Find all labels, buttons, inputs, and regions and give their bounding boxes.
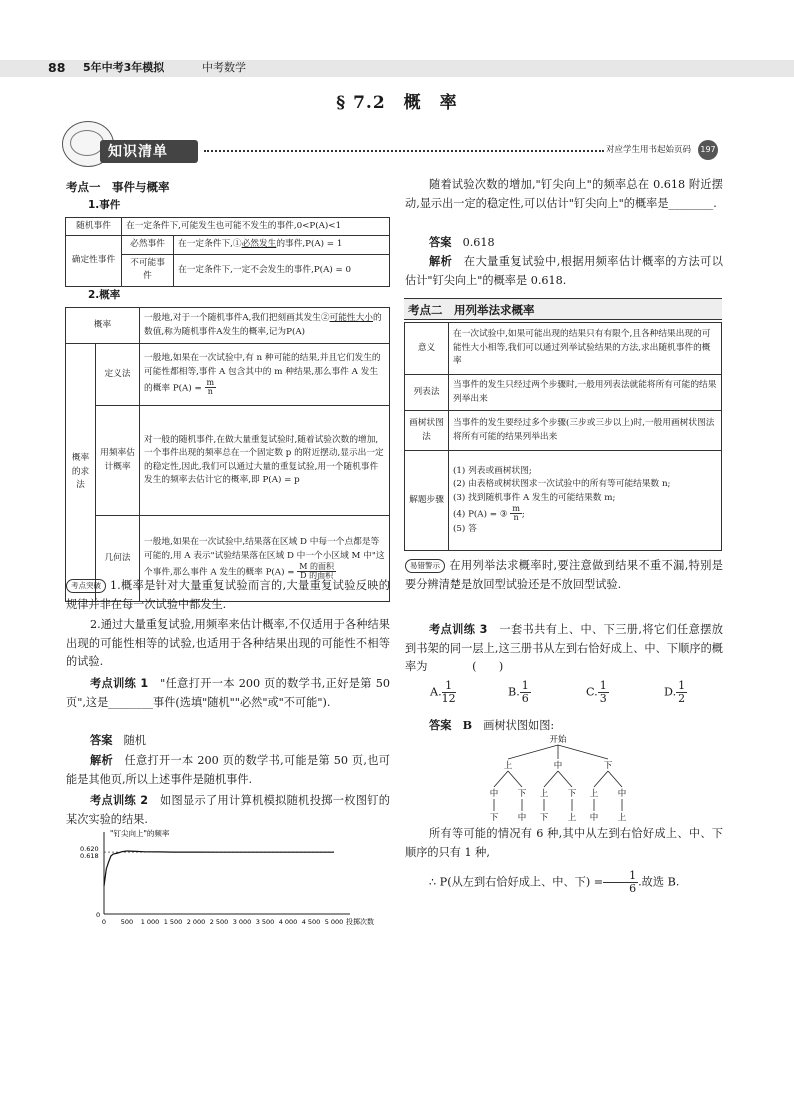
tree-node-l3: 中 bbox=[589, 813, 599, 823]
tree-node-l2: 下 bbox=[567, 789, 577, 799]
x-tick-label: 3 000 bbox=[232, 918, 252, 926]
tree-node-l2: 中 bbox=[489, 789, 499, 799]
t2-r3-text: 对一般的随机事件,在做大量重复试验时,随着试验次数的增加,一个事件出现的频率总在一个固定数 p 的附近摆动,显示出一定的稳定性,因此,我们可以通过大量的重复试验,用一个随机事件发生的频率去估计它的概率,即 P(A) = p bbox=[140, 406, 390, 516]
x-tick-label: 500 bbox=[120, 918, 134, 926]
options-row bbox=[430, 680, 720, 710]
t2-r1-text: 一般地,对于一个随机事件A,我们把刻画其发生②可能性大小的数值,称为随机事件A发生的概率,记为P(A) bbox=[140, 308, 390, 344]
option-b: B. $\frac{1}{6}$ bbox=[508, 679, 529, 706]
exercise-1-answer: 答案 随机 bbox=[90, 734, 146, 747]
tip-1: 1.概率是针对大量重复试验而言的,大量重复试验反映的规律并非在每一次试验中都发生. bbox=[66, 579, 390, 611]
t3-r2-label: 列表法 bbox=[405, 375, 449, 411]
t2-r4-text: 一般地,如果在一次试验中,结果落在区域 D 中每一个点都是等可能的,用 A 表示"试验结果落在区域 D 中一个小区域 M 中"这个事件,那么事件 A 发生的概率 P(A) = $\frac{\text{M 的面积}}{\text{D 的面积}}$ bbox=[140, 516, 390, 602]
x-axis-label: 投掷次数 bbox=[346, 918, 374, 926]
right-tip-tag: 易错警示 bbox=[405, 559, 445, 573]
tree-node-l1: 下 bbox=[603, 761, 613, 771]
exercise-3: 考点训练 3 一套书共有上、中、下三册,将它们任意摆放到书架的同一层上,这三册书从左到右恰好成上、中、下顺序的概率为 ( ) bbox=[405, 623, 723, 673]
tip-2: 2.通过大量重复试验,用频率来估计概率,不仅适用于各种结果出现的可能性相等的试验,也适用于各种结果出现的可能性不相等的试验. bbox=[66, 618, 390, 668]
option-d: D. $\frac{1}{2}$ bbox=[664, 679, 686, 706]
option-c: C. $\frac{1}{3}$ bbox=[586, 679, 607, 706]
t3-r2-text: 当事件的发生只经过两个步骤时,一般用列表法就能将所有可能的结果列举出来 bbox=[449, 375, 722, 411]
right-tip: 易错警示 在用列举法求概率时,要注意做到结果不重不漏,特别是要分辨清楚是放回型试验还是不放回型试验. bbox=[405, 559, 723, 591]
step-4: (4) P(A) = ③ $\frac{m}{n}$ ; bbox=[453, 504, 525, 523]
y-tick-label: 0 bbox=[96, 911, 101, 919]
right-answer: 答案 0.618 bbox=[429, 236, 495, 249]
x-tick-label: 2 500 bbox=[209, 918, 229, 926]
step-2: (2) 由表格或树状图求一次试验中的所有等可能结果数 n; bbox=[453, 479, 671, 490]
tree-node-l2: 中 bbox=[617, 789, 627, 799]
t2-r1-label: 概率 bbox=[66, 308, 140, 344]
frequency-chart bbox=[80, 828, 380, 940]
conclusion-2: ∴ P(从左到右恰好成上、中、下) = $\frac{1}{6}$ .故选 B. bbox=[429, 869, 680, 896]
exercise-1-analysis: 解析 任意打开一本 200 页的数学书,可能是第 50 页,也可能是其他页,所以上述事件是随机事件. bbox=[66, 754, 390, 786]
tree-branch bbox=[508, 771, 522, 787]
page-title: § 7.2 概 率 bbox=[336, 93, 458, 113]
exercise-1: 考点训练 1 "任意打开一本 200 页的数学书,正好是第 50 页",这是________事件(选填"随机""必然"或"不可能"). bbox=[66, 677, 390, 709]
step-1: (1) 列表或画树状图; bbox=[453, 465, 532, 476]
sub1-title: 1.事件 bbox=[88, 199, 121, 211]
x-tick-label: 4 500 bbox=[301, 918, 321, 926]
t2-group: 概率的求法 bbox=[66, 344, 96, 602]
mascot-face-icon bbox=[70, 130, 104, 156]
t2-r2-text: 一般地,如果在一次试验中,有 n 种可能的结果,并且它们发生的可能性都相等,事件 A 包含其中的 m 种结果,那么事件 A 发生的概率 P(A) = $\frac{m}{n}$ bbox=[140, 344, 390, 406]
tree-root: 开始 bbox=[549, 735, 567, 745]
tree-node-l3: 上 bbox=[617, 813, 627, 823]
t3-r3-label: 画树状图法 bbox=[405, 411, 449, 451]
t2-r4-label: 几何法 bbox=[96, 516, 140, 602]
tree-branch bbox=[608, 771, 622, 787]
y-tick-label: 0.618 bbox=[80, 852, 99, 861]
right-analysis: 解析 在大量重复试验中,根据用频率估计概率的方法可以估计"钉尖向上"的概率是 0.618. bbox=[405, 255, 723, 287]
option-a: A. $\frac{1}{12}$ bbox=[430, 679, 456, 706]
x-tick-label: 3 500 bbox=[255, 918, 275, 926]
y-axis-label: "钉尖向上"的频率 bbox=[110, 829, 170, 838]
kp1-title: 考点一 事件与概率 bbox=[66, 180, 170, 194]
x-tick-label: 5 000 bbox=[324, 918, 344, 926]
page-ref-badge: 197 bbox=[698, 140, 718, 160]
blank-2: 可能性大小 bbox=[329, 313, 373, 324]
tree-node-l3: 中 bbox=[517, 813, 527, 823]
x-tick-label: 4 000 bbox=[278, 918, 298, 926]
t1-r1-label: 随机事件 bbox=[66, 218, 122, 236]
probability-table bbox=[65, 307, 390, 602]
tree-branch bbox=[508, 745, 558, 759]
x-tick-label: 0 bbox=[101, 918, 107, 926]
x-tick-label: 1 500 bbox=[163, 918, 183, 926]
subject-label: 中考数学 bbox=[202, 61, 246, 74]
t3-r1-label: 意义 bbox=[405, 323, 449, 375]
t1-r2-text: 在一定条件下,①必然发生的事件,P(A) = 1 bbox=[174, 236, 390, 254]
tree-node-l1: 中 bbox=[553, 761, 563, 771]
tree-node-l3: 下 bbox=[489, 813, 499, 823]
tree-branch bbox=[558, 745, 608, 759]
enumeration-table bbox=[404, 322, 722, 551]
t3-r1-text: 在一次试验中,如果可能出现的结果只有有限个,且各种结果出现的可能性大小相等,我们可以通过列举试验结果的方法,求出随机事件的概率 bbox=[449, 323, 722, 375]
tree-branch bbox=[494, 771, 508, 787]
right-p1: 随着试验次数的增加,"钉尖向上"的频率总在 0.618 附近摆动,显示出一定的稳定性,可以估计"钉尖向上"的概率是________. bbox=[405, 178, 723, 210]
t1-r2-label: 必然事件 bbox=[122, 236, 174, 254]
banner-note: 对应学生用书起始页码 bbox=[606, 145, 692, 155]
banner-label: 知识清单 bbox=[108, 144, 168, 160]
sub2-title: 2.概率 bbox=[88, 289, 121, 301]
tree-branch bbox=[558, 771, 572, 787]
frequency-line bbox=[104, 851, 334, 886]
t2-r2-label: 定义法 bbox=[96, 344, 140, 406]
page-number: 88 bbox=[48, 60, 66, 75]
book-title: 5年中考3年模拟 bbox=[83, 61, 165, 74]
step-5: (5) 答 bbox=[453, 523, 477, 534]
exercise-3-answer: 答案 B 画树状图如图: bbox=[429, 718, 555, 732]
tree-branch bbox=[544, 771, 558, 787]
x-tick-label: 1 000 bbox=[140, 918, 160, 926]
tree-node-l2: 上 bbox=[539, 789, 549, 799]
event-table bbox=[65, 217, 390, 287]
tree-node-l2: 上 bbox=[589, 789, 599, 799]
t3-r4-steps bbox=[449, 451, 722, 551]
kp2-title: 考点二 用列举法求概率 bbox=[408, 303, 535, 317]
t2-r3-label: 用频率估计概率 bbox=[96, 406, 140, 516]
tree-node-l1: 上 bbox=[503, 761, 513, 771]
blank-1: 必然发生 bbox=[241, 239, 277, 250]
t3-r4-label: 解题步骤 bbox=[405, 451, 449, 551]
x-tick-label: 2 000 bbox=[186, 918, 206, 926]
tree-branch bbox=[594, 771, 608, 787]
t1-r3-label: 不可能事件 bbox=[122, 254, 174, 286]
tree-diagram bbox=[480, 733, 640, 823]
t1-r1-text: 在一定条件下,可能发生也可能不发生的事件,0<P(A)<1 bbox=[122, 218, 390, 236]
exercise-2: 考点训练 2 如图显示了用计算机模拟随机投掷一枚图钉的某次实验的结果. bbox=[66, 794, 390, 826]
conclusion-1: 所有等可能的情况有 6 种,其中从左到右恰好成上、中、下顺序的只有 1 种, bbox=[405, 827, 723, 859]
tree-node-l2: 下 bbox=[517, 789, 527, 799]
banner-divider bbox=[204, 150, 604, 152]
tip-block bbox=[66, 577, 390, 614]
t3-r3-text: 当事件的发生要经过多个步骤(三步或三步以上)时,一般用画树状图法将所有可能的结果列举出来 bbox=[449, 411, 722, 451]
tree-node-l3: 下 bbox=[539, 813, 549, 823]
tip-tag: 考点突破 bbox=[66, 579, 106, 593]
t1-r3-text: 在一定条件下,一定不会发生的事件,P(A) = 0 bbox=[174, 254, 390, 286]
y-tick-label: 0.620 bbox=[80, 845, 99, 853]
tree-node-l3: 上 bbox=[567, 813, 577, 823]
t1-group: 确定性事件 bbox=[66, 236, 122, 286]
step-3: (3) 找到随机事件 A 发生的可能结果数 m; bbox=[453, 492, 616, 503]
